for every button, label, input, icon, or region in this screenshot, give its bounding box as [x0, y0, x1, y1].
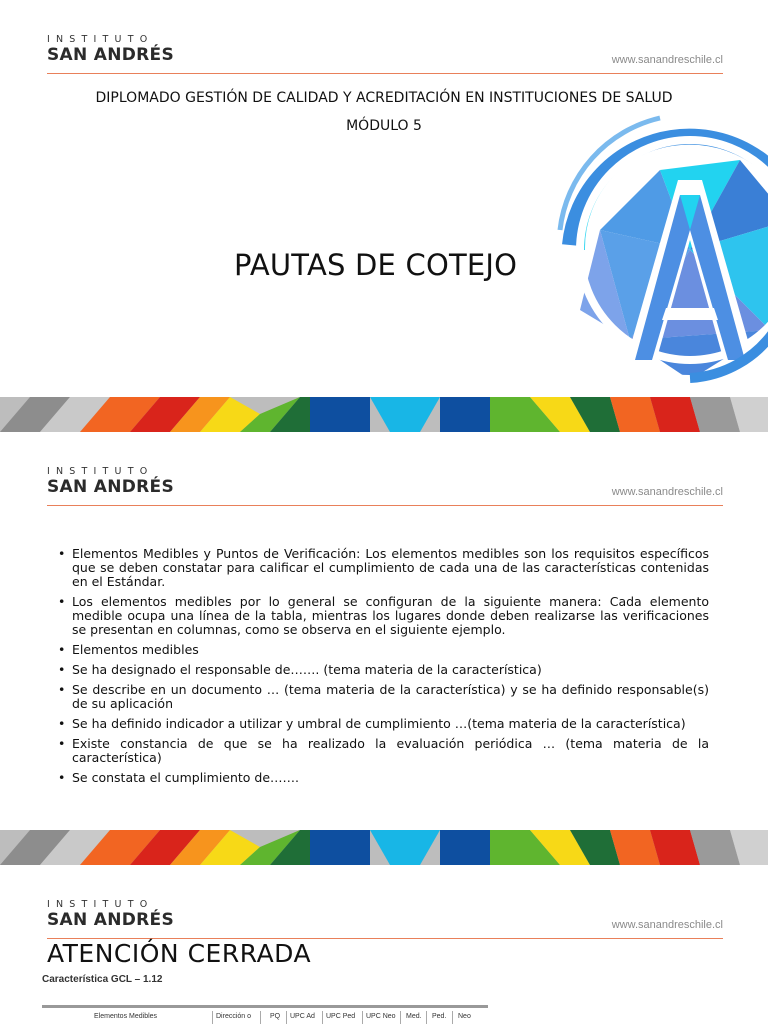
slide-title	[0, 0, 768, 432]
accreditation-emblem-icon	[540, 110, 768, 390]
list-item: • Se describe en un documento … (tema materia de la característica) y se ha definido responsable(s) de su aplicación	[58, 682, 709, 711]
characteristic-code: Característica GCL – 1.12	[42, 974, 163, 985]
logo-main-text: SAN ANDRÉS	[47, 45, 174, 65]
table-top-rule	[42, 1005, 488, 1008]
website-url[interactable]: www.sanandreschile.cl	[611, 486, 723, 498]
bullet-text: Se ha designado el responsable de……. (tema materia de la característica)	[72, 662, 542, 677]
list-item: • Elementos medibles	[58, 642, 199, 657]
list-item: • Se ha designado el responsable de……. (tema materia de la característica)	[58, 662, 542, 677]
bullet-list	[58, 547, 709, 791]
logo-top-text: INSTITUTO	[47, 34, 154, 45]
header-divider	[47, 73, 723, 74]
column-header: Med.	[406, 1013, 422, 1020]
course-title: DIPLOMADO GESTIÓN DE CALIDAD Y ACREDITACIÓN EN INSTITUCIONES DE SALUD	[95, 90, 673, 106]
decorative-color-band	[0, 830, 768, 865]
logo-main-text: SAN ANDRÉS	[47, 910, 174, 930]
slide-measurable-elements	[0, 432, 768, 865]
bullet-text: Elementos Medibles y Puntos de Verificación: Los elementos medibles son los requisitos específicos que se deben constatar para calificar el cumplimiento de cada una de las características contenidas en el Estándar.	[72, 546, 709, 589]
list-item: • Existe constancia de que se ha realizado la evaluación periódica … (tema materia de la característica)	[58, 736, 709, 765]
slide-atencion-cerrada	[0, 865, 768, 1024]
website-url[interactable]: www.sanandreschile.cl	[611, 919, 723, 931]
list-item: • Los elementos medibles por lo general se configuran de la siguiente manera: Cada elemento medible ocupa una línea de la tabla, mientras los lugares donde deben realizarse las verificaciones se presentan en columnas, como se observa en el siguiente ejemplo.	[58, 594, 709, 637]
institution-logo	[47, 34, 174, 65]
logo-main-text: SAN ANDRÉS	[47, 477, 174, 497]
institution-logo	[47, 899, 174, 930]
bullet-text: Se constata el cumplimiento de…….	[72, 770, 300, 785]
bullet-text: Se ha definido indicador a utilizar y umbral de cumplimiento …(tema materia de la característica)	[72, 716, 686, 731]
institution-logo	[47, 466, 174, 497]
presentation-title: PAUTAS DE COTEJO	[234, 248, 518, 282]
logo-top-text: INSTITUTO	[47, 899, 154, 910]
column-header: UPC Neo	[366, 1013, 396, 1020]
decorative-color-band	[0, 397, 768, 432]
bullet-text: Existe constancia de que se ha realizado la evaluación periódica … (tema materia de la característica)	[72, 736, 709, 765]
column-header: UPC Ped	[326, 1013, 356, 1020]
bullet-text: Se describe en un documento … (tema materia de la característica) y se ha definido responsable(s) de su aplicación	[72, 682, 709, 711]
list-item: • Se constata el cumplimiento de…….	[58, 770, 300, 785]
header-divider	[47, 505, 723, 506]
list-item: • Se ha definido indicador a utilizar y umbral de cumplimiento …(tema materia de la característica)	[58, 716, 686, 731]
module-label: MÓDULO 5	[346, 118, 422, 134]
column-header: PQ	[270, 1013, 281, 1020]
list-item: • Elementos Medibles y Puntos de Verificación: Los elementos medibles son los requisitos específicos que se deben constatar para calificar el cumplimiento de cada una de las características contenidas en el Estándar.	[58, 546, 709, 589]
bullet-text: Los elementos medibles por lo general se configuran de la siguiente manera: Cada elemento medible ocupa una línea de la tabla, mientras los lugares donde deben realizarse las verificaciones se presentan en columnas, como se observa en el siguiente ejemplo.	[72, 594, 709, 637]
column-header: Ped.	[432, 1013, 447, 1020]
column-header: Dirección o	[216, 1013, 252, 1020]
column-header: UPC Ad	[290, 1013, 315, 1020]
slide-heading: ATENCIÓN CERRADA	[47, 939, 312, 968]
column-header: Elementos Medibles	[94, 1013, 158, 1020]
table-header-row	[42, 1011, 488, 1024]
logo-top-text: INSTITUTO	[47, 466, 154, 477]
column-header: Neo	[458, 1013, 471, 1020]
bullet-text: Elementos medibles	[72, 642, 199, 657]
website-url[interactable]: www.sanandreschile.cl	[611, 54, 723, 66]
